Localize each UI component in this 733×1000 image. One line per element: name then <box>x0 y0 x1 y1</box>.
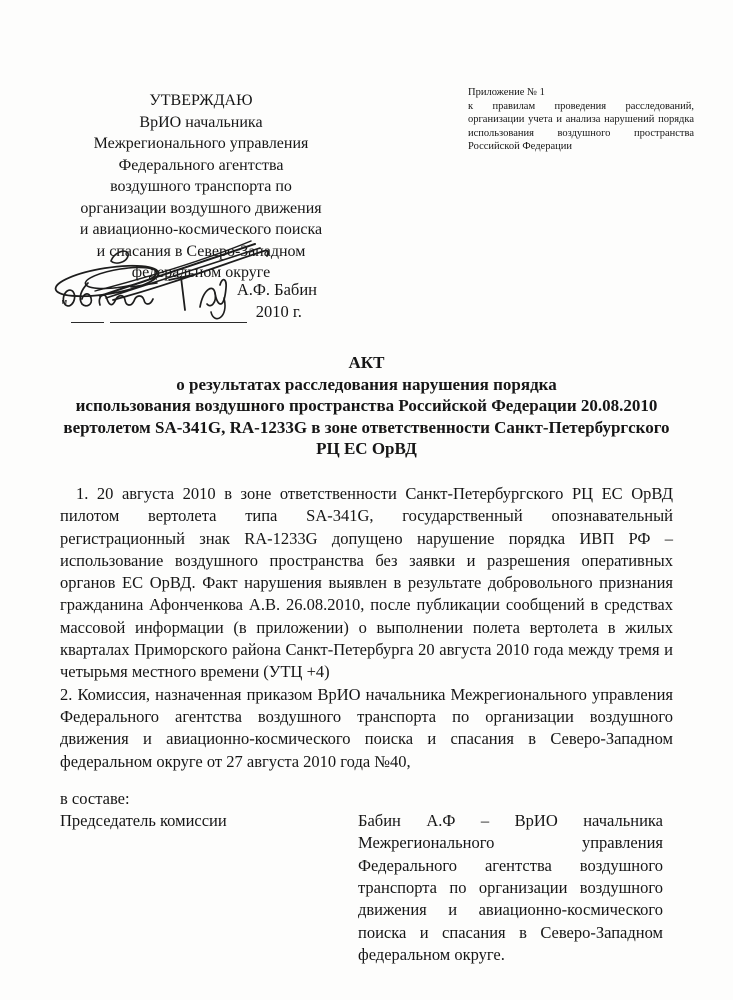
approval-line: Межрегионального управления <box>93 135 309 152</box>
composition-label: в составе: <box>60 788 130 808</box>
approval-line: ВрИО начальника <box>139 113 263 131</box>
title-line: АКТ <box>348 353 385 372</box>
approval-line: и авиационно-космического поиска <box>79 221 323 238</box>
date-month-blank <box>110 307 247 323</box>
approval-line: организации воздушного движения <box>80 199 322 217</box>
commission-row <box>60 810 673 966</box>
title-line: о результатах расследования нарушения порядка <box>176 374 557 394</box>
approval-line: и спасания в Северо-Западном <box>96 242 306 260</box>
open-quote: " <box>61 296 68 315</box>
annex-heading: Приложение № 1 <box>468 87 545 98</box>
title-line: вертолетом SA-341G, RA-1233G в зоне ответственности Санкт-Петербургского <box>63 417 670 437</box>
approval-line: Федерального агентства <box>118 156 284 174</box>
chairman-label: Председатель комиссии <box>60 811 227 831</box>
approval-line: федеральном округе <box>131 264 271 281</box>
paragraph-2: 2. Комиссия, назначенная приказом ВрИО начальника Межрегионального управления Федерального агентства воздушного транспорта по организации воздушного движения и авиационно-космического поиска и спасания в Северо-Западном федеральном округе от 27 августа 2010 года №40, <box>60 684 673 771</box>
date-day-blank <box>71 307 104 323</box>
date-line <box>55 296 347 323</box>
paragraph-1: 1. 20 августа 2010 в зоне ответственности Санкт-Петербургского РЦ ЕС ОрВД пилотом вертолета типа SA-341G, государственный опознавательный регистрационный знак RA-1233G допущено нарушение порядка ИВП РФ – использование воздушного пространства без заявки и разрешения оперативных органов ЕС ОрВД. Факт нарушения выявлен в результате добровольного признания гражданина Афонченкова А.В. 26.08.2010, после публикации сообщений в средствах массовой информации (в приложении) о выполнении полета вертолета в жилых кварталах Приморского района Санкт-Петербурга 20 августа 2010 года между тремя и четырьмя местного времени (УТЦ +4) <box>60 484 673 682</box>
title-line: РЦ ЕС ОрВД <box>316 439 417 458</box>
approval-line: УТВЕРЖДАЮ <box>149 92 253 109</box>
annex-note <box>468 86 694 154</box>
approval-line: воздушного транспорта по <box>110 178 292 195</box>
document-title <box>28 352 705 460</box>
approval-block <box>55 90 347 323</box>
date-year: 2010 г. <box>255 302 302 321</box>
annex-body: к правилам проведения расследований, организации учета и анализа нарушений порядка использования воздушного пространства Российской Федерации <box>468 100 694 152</box>
title-line: использования воздушного пространства Российской Федерации 20.08.2010 <box>75 396 658 415</box>
document-body <box>60 483 673 966</box>
chairman-description: Бабин А.Ф – ВрИО начальника Межрегионального управления Федерального агентства воздушного транспорта по организации воздушного движения и авиационно-космического поиска и спасания в Северо-Западном федеральном округе. <box>358 811 663 964</box>
signatory-name: А.Ф. Бабин <box>236 279 317 299</box>
